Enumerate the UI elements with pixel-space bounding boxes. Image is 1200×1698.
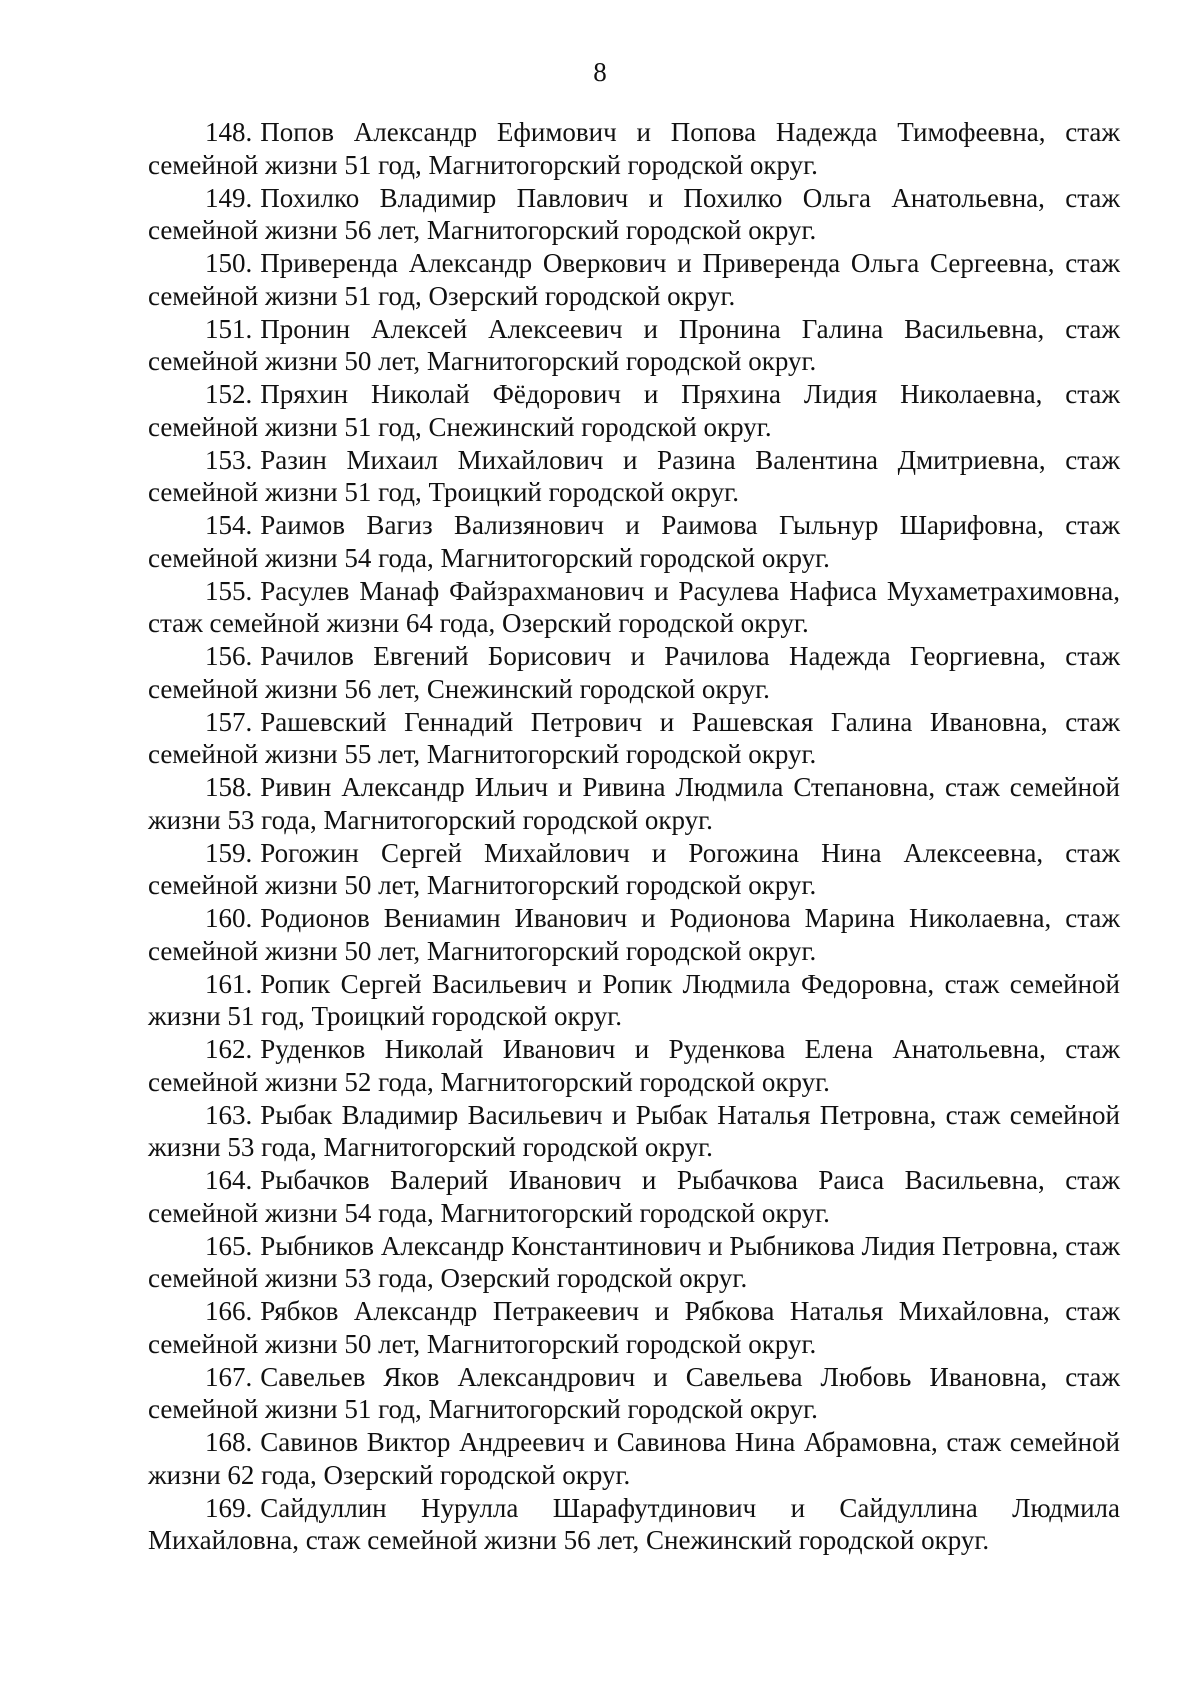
entry-text: Пряхин Николай Фёдорович и Пряхина Лидия Николаевна, стаж семейной жизни 51 год, Снежинский городской округ. — [148, 379, 1120, 442]
entry-list — [148, 116, 1120, 1557]
entry-text: Рогожин Сергей Михайлович и Рогожина Нина Алексеевна, стаж семейной жизни 50 лет, Магнитогорский городской округ. — [148, 837, 1120, 900]
list-item — [148, 116, 1120, 181]
list-item — [148, 1492, 1120, 1557]
entry-number: 161. — [205, 968, 253, 999]
entry-number: 164. — [205, 1165, 253, 1195]
list-item — [148, 1164, 1120, 1229]
entry-number: 165. — [205, 1230, 253, 1261]
list-item — [148, 509, 1120, 574]
list-item — [148, 575, 1120, 640]
list-item — [148, 640, 1120, 705]
entry-number: 158. — [205, 772, 253, 802]
list-item — [148, 1033, 1120, 1098]
entry-text: Расулев Манаф Файзрахманович и Расулева Нафиса Мухаметрахимовна, стаж семейной жизни 64 года, Озерский городской округ. — [148, 575, 1120, 638]
list-item — [148, 1426, 1120, 1491]
entry-text: Разин Михаил Михайлович и Разина Валентина Дмитриевна, стаж семейной жизни 51 год, Троицкий городской округ. — [148, 444, 1120, 507]
entry-number: 166. — [205, 1296, 253, 1326]
entry-text: Сайдуллин Нурулла Шарафутдинович и Сайдуллина Людмила Михайловна, стаж семейной жизни 56 лет, Снежинский городской округ. — [148, 1492, 1120, 1555]
entry-text: Рябков Александр Петракеевич и Рябкова Наталья Михайловна, стаж семейной жизни 50 лет, Магнитогорский городской округ. — [148, 1296, 1120, 1359]
entry-text: Пронин Алексей Алексеевич и Пронина Галина Васильевна, стаж семейной жизни 50 лет, Магнитогорский городской округ. — [148, 313, 1120, 376]
entry-text: Савельев Яков Александрович и Савельева Любовь Ивановна, стаж семейной жизни 51 год, Магнитогорский городской округ. — [148, 1361, 1120, 1424]
entry-text: Рыбачков Валерий Иванович и Рыбачкова Раиса Васильевна, стаж семейной жизни 54 года, Магнитогорский городской округ. — [148, 1165, 1120, 1228]
entry-text: Приверенда Александр Оверкович и Приверенда Ольга Сергеевна, стаж семейной жизни 51 год, Озерский городской округ. — [148, 248, 1120, 311]
entry-text: Рашевский Геннадий Петрович и Рашевская Галина Ивановна, стаж семейной жизни 55 лет, Магнитогорский городской округ. — [148, 706, 1120, 769]
entry-number: 149. — [205, 182, 253, 213]
list-item — [148, 902, 1120, 967]
entry-number: 151. — [205, 313, 253, 344]
entry-number: 154. — [205, 510, 253, 540]
list-item — [148, 1361, 1120, 1426]
list-item — [148, 968, 1120, 1033]
entry-number: 153. — [205, 444, 253, 475]
entry-text: Рыбников Александр Константинович и Рыбникова Лидия Петровна, стаж семейной жизни 53 года, Озерский городской округ. — [148, 1230, 1120, 1293]
entry-number: 162. — [205, 1034, 253, 1064]
entry-number: 169. — [205, 1492, 253, 1523]
entry-number: 155. — [205, 575, 253, 606]
entry-text: Савинов Виктор Андреевич и Савинова Нина Абрамовна, стаж семейной жизни 62 года, Озерский городской округ. — [148, 1427, 1120, 1490]
entry-number: 160. — [205, 903, 253, 933]
entry-number: 163. — [205, 1099, 253, 1130]
entry-text: Родионов Вениамин Иванович и Родионова Марина Николаевна, стаж семейной жизни 50 лет, Магнитогорский городской округ. — [148, 903, 1120, 966]
entry-text: Руденков Николай Иванович и Руденкова Елена Анатольевна, стаж семейной жизни 52 года, Магнитогорский городской округ. — [148, 1034, 1120, 1097]
list-item — [148, 1099, 1120, 1164]
list-item — [148, 378, 1120, 443]
entry-number: 159. — [205, 837, 253, 868]
entry-text: Рыбак Владимир Васильевич и Рыбак Наталья Петровна, стаж семейной жизни 53 года, Магнитогорский городской округ. — [148, 1099, 1120, 1162]
entry-number: 157. — [205, 706, 253, 737]
list-item — [148, 706, 1120, 771]
list-item — [148, 771, 1120, 836]
entry-text: Попов Александр Ефимович и Попова Надежда Тимофеевна, стаж семейной жизни 51 год, Магнитогорский городской округ. — [148, 117, 1120, 180]
entry-text: Ропик Сергей Васильевич и Ропик Людмила Федоровна, стаж семейной жизни 51 год, Троицкий городской округ. — [148, 968, 1120, 1031]
entry-number: 152. — [205, 379, 253, 409]
list-item — [148, 1295, 1120, 1360]
entry-number: 148. — [205, 117, 253, 147]
list-item — [148, 313, 1120, 378]
entry-text: Похилко Владимир Павлович и Похилко Ольга Анатольевна, стаж семейной жизни 56 лет, Магнитогорский городской округ. — [148, 182, 1120, 245]
entry-number: 156. — [205, 641, 253, 671]
list-item — [148, 182, 1120, 247]
entry-text: Ривин Александр Ильич и Ривина Людмила Степановна, стаж семейной жизни 53 года, Магнитогорский городской округ. — [148, 772, 1120, 835]
page-number: 8 — [593, 57, 607, 87]
entry-number: 168. — [205, 1427, 253, 1457]
list-item — [148, 247, 1120, 312]
list-item — [148, 1230, 1120, 1295]
entry-text: Раимов Вагиз Вализянович и Раимова Гыльнур Шарифовна, стаж семейной жизни 54 года, Магнитогорский городской округ. — [148, 510, 1120, 573]
list-item — [148, 837, 1120, 902]
entry-number: 150. — [205, 248, 253, 278]
list-item — [148, 444, 1120, 509]
entry-number: 167. — [205, 1361, 253, 1392]
entry-text: Рачилов Евгений Борисович и Рачилова Надежда Георгиевна, стаж семейной жизни 56 лет, Снежинский городской округ. — [148, 641, 1120, 704]
